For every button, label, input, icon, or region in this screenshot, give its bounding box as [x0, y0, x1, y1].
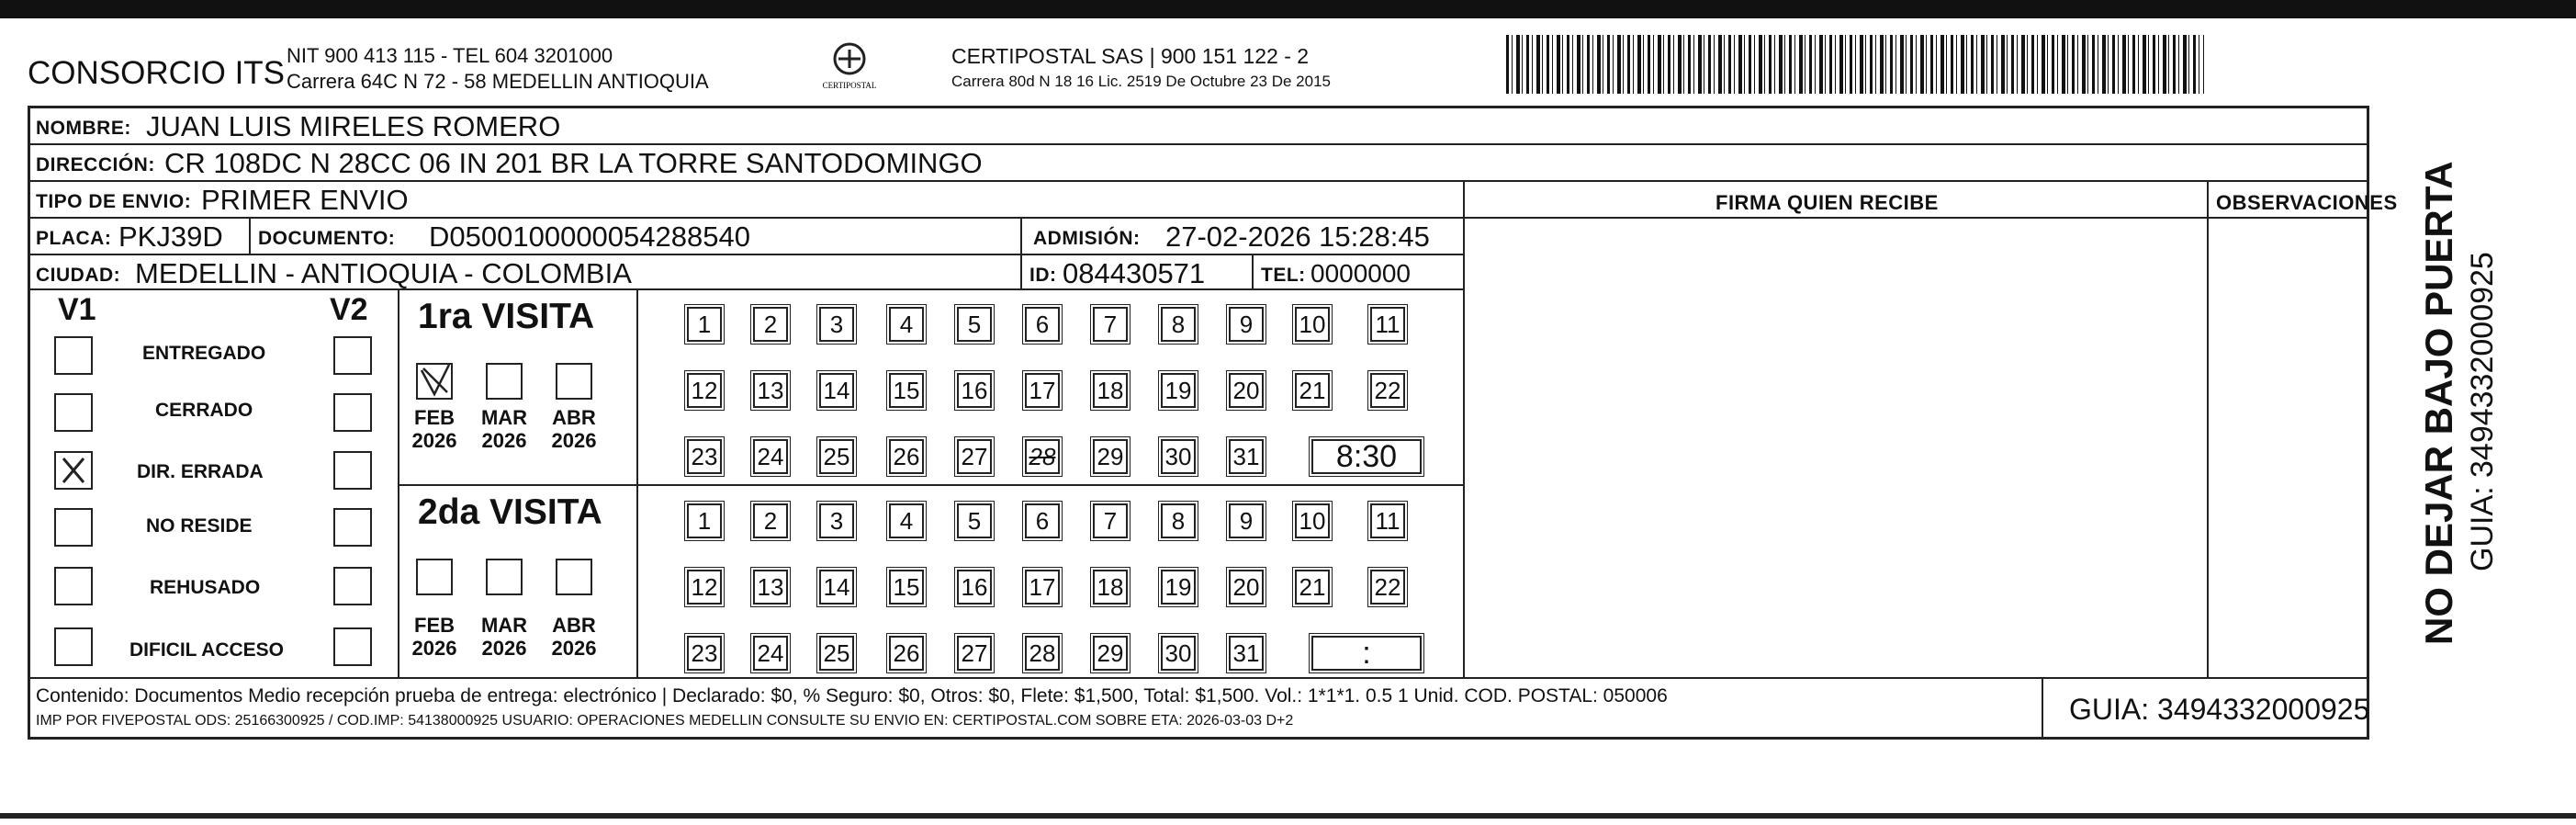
day-box[interactable]: 13 — [753, 570, 788, 605]
status-rehusado: REHUSADO — [150, 577, 261, 598]
contenido-line: Contenido: Documentos Medio recepción prueba de entrega: electrónico | Declarado: $0, % Seguro: $0, Otros: $0, Flete: $1,500, Total: $1,500. Vol.: 1*1*1. 0.5 1 Unid. COD. POSTAL: 050006 — [36, 685, 1668, 706]
month-label: FEB — [414, 614, 455, 637]
v1-dificil-acceso-checkbox[interactable] — [54, 627, 93, 666]
day-box[interactable]: 9 — [1229, 503, 1264, 538]
status-no-reside: NO RESIDE — [146, 515, 253, 537]
day-box[interactable]: 29 — [1093, 439, 1128, 474]
year-label: 2026 — [481, 637, 527, 660]
placa-label: PLACA: — [36, 228, 112, 249]
v2-header: V2 — [330, 292, 368, 327]
day-box[interactable]: 15 — [889, 570, 924, 605]
first-month-feb — [407, 406, 462, 452]
guia-side: GUIA: 3494332000925 — [2465, 252, 2500, 571]
day-box[interactable]: 27 — [957, 439, 992, 474]
day-box[interactable]: 7 — [1093, 503, 1128, 538]
v2-cerrado-checkbox[interactable] — [333, 393, 372, 432]
day-box[interactable]: 3 — [819, 307, 854, 342]
year-label: 2026 — [551, 429, 597, 452]
day-box[interactable]: 21 — [1295, 373, 1330, 408]
certipostal-logo — [808, 40, 891, 97]
tipo-envio-value: PRIMER ENVIO — [201, 184, 409, 216]
company-name: CONSORCIO ITS — [28, 55, 286, 91]
day-box[interactable]: 21 — [1295, 570, 1330, 605]
day-box[interactable]: 29 — [1093, 636, 1128, 671]
tipo-envio-label: TIPO DE ENVIO: — [36, 191, 192, 212]
second-visit-feb-checkbox[interactable] — [416, 559, 453, 595]
rule — [30, 217, 1463, 219]
first-visit-mar-checkbox[interactable] — [486, 363, 523, 400]
year-label: 2026 — [481, 429, 527, 452]
day-box[interactable]: 16 — [957, 570, 992, 605]
day-box[interactable]: 16 — [957, 373, 992, 408]
delivery-slip — [28, 106, 2398, 740]
day-box[interactable]: 24 — [753, 439, 788, 474]
nombre-value: JUAN LUIS MIRELES ROMERO — [146, 110, 561, 142]
day-box[interactable]: 2 — [753, 307, 788, 342]
status-entregado: ENTREGADO — [142, 343, 266, 364]
day-box[interactable]: 5 — [957, 503, 992, 538]
rule — [2042, 677, 2043, 740]
month-label: ABR — [552, 406, 596, 429]
bottom-edge-bar — [0, 813, 2576, 819]
day-box[interactable] — [1025, 439, 1060, 474]
day-box[interactable]: 8 — [1161, 307, 1196, 342]
month-label: MAR — [480, 406, 528, 429]
day-box[interactable]: 20 — [1229, 570, 1264, 605]
rule — [1463, 180, 1465, 677]
courier-name: CERTIPOSTAL SAS | 900 151 122 - 2 — [951, 44, 1310, 68]
day-box[interactable]: 28 — [1025, 636, 1060, 671]
documento-value: D0500100000054288540 — [429, 220, 750, 253]
v1-header: V1 — [58, 292, 96, 327]
v2-entregado-checkbox[interactable] — [333, 336, 372, 375]
first-visit-feb-checkbox[interactable] — [416, 363, 453, 400]
no-dejar-bajo-puerta: NO DEJAR BAJO PUERTA — [2417, 161, 2460, 645]
v1-rehusado-checkbox[interactable] — [54, 567, 93, 605]
first-visit-abr-checkbox[interactable] — [556, 363, 592, 400]
marked-day: 28 — [1029, 443, 1056, 470]
day-box[interactable]: 10 — [1295, 503, 1330, 538]
v2-no-reside-checkbox[interactable] — [333, 508, 372, 547]
rule — [1020, 217, 1022, 288]
v2-dificil-acceso-checkbox[interactable] — [333, 627, 372, 666]
day-box[interactable]: 8 — [1161, 503, 1196, 538]
day-box[interactable]: 1 — [687, 307, 722, 342]
rule — [30, 180, 2367, 182]
day-box[interactable]: 14 — [819, 373, 854, 408]
v1-entregado-checkbox[interactable] — [54, 336, 93, 375]
day-box[interactable]: 4 — [889, 503, 924, 538]
second-visit-title: 2da VISITA — [418, 492, 602, 532]
second-visit-abr-checkbox[interactable] — [556, 559, 592, 595]
day-box[interactable]: 6 — [1025, 307, 1060, 342]
day-box[interactable]: 6 — [1025, 503, 1060, 538]
v2-dir-errada-checkbox[interactable] — [333, 451, 372, 490]
guia-footer: GUIA: 3494332000925 — [2069, 693, 2370, 726]
direccion-label: DIRECCIÓN: — [36, 154, 155, 175]
time-box[interactable]: : — [1311, 636, 1422, 671]
day-box[interactable]: 30 — [1161, 439, 1196, 474]
day-box[interactable]: 23 — [687, 636, 722, 671]
status-dificil-acceso: DIFICIL ACCESO — [129, 639, 285, 661]
rule — [249, 217, 251, 254]
day-box[interactable]: 24 — [753, 636, 788, 671]
rule — [398, 484, 1463, 486]
day-box[interactable]: 18 — [1093, 570, 1128, 605]
first-month-mar — [477, 406, 532, 452]
day-box[interactable]: 23 — [687, 439, 722, 474]
day-box[interactable]: 11 — [1370, 503, 1405, 538]
day-box[interactable]: 10 — [1295, 307, 1330, 342]
second-month-abr — [546, 614, 602, 660]
second-visit-mar-checkbox[interactable] — [486, 559, 523, 595]
rule — [398, 288, 399, 677]
svg-text:CERTIPOSTAL: CERTIPOSTAL — [822, 81, 877, 90]
day-box[interactable]: 20 — [1229, 373, 1264, 408]
year-label: 2026 — [411, 429, 457, 452]
day-box[interactable]: 25 — [819, 439, 854, 474]
day-box[interactable]: 15 — [889, 373, 924, 408]
day-box[interactable]: 14 — [819, 570, 854, 605]
imp-line: IMP POR FIVEPOSTAL ODS: 25166300925 / COD.IMP: 54138000925 USUARIO: OPERACIONES MEDELLIN CONSULTE SU ENVIO EN: CERTIPOSTAL.COM SOBRE ETA: 2026-03-03 D+2 — [36, 713, 1294, 729]
day-box[interactable]: 30 — [1161, 636, 1196, 671]
day-box[interactable]: 27 — [957, 636, 992, 671]
v1-no-reside-checkbox[interactable] — [54, 508, 93, 547]
rule — [1252, 254, 1254, 288]
rule — [30, 254, 1463, 255]
barcode — [1506, 35, 2204, 94]
admision-label: ADMISIÓN: — [1033, 228, 1141, 249]
nombre-label: NOMBRE: — [36, 118, 131, 139]
year-label: 2026 — [551, 637, 597, 660]
top-edge-bar — [0, 0, 2576, 18]
first-visit-title: 1ra VISITA — [418, 297, 595, 336]
direccion-value: CR 108DC N 28CC 06 IN 201 BR LA TORRE SANTODOMINGO — [164, 147, 983, 179]
day-box[interactable]: 31 — [1229, 439, 1264, 474]
day-box[interactable]: 31 — [1229, 636, 1264, 671]
day-box[interactable]: 4 — [889, 307, 924, 342]
year-label: 2026 — [411, 637, 457, 660]
company-address: Carrera 64C N 72 - 58 MEDELLIN ANTIOQUIA — [287, 70, 709, 93]
day-box[interactable]: 26 — [889, 636, 924, 671]
day-box[interactable]: 2 — [753, 503, 788, 538]
day-box[interactable]: 18 — [1093, 373, 1128, 408]
day-box[interactable]: 1 — [687, 503, 722, 538]
rule — [2207, 180, 2209, 677]
placa-value: PKJ39D — [118, 220, 223, 253]
day-box[interactable]: 17 — [1025, 570, 1060, 605]
month-label: MAR — [480, 614, 528, 637]
rule — [1463, 217, 2367, 219]
day-box[interactable]: 5 — [957, 307, 992, 342]
second-month-mar — [477, 614, 532, 660]
documento-label: DOCUMENTO: — [258, 228, 396, 249]
day-box[interactable]: 26 — [889, 439, 924, 474]
ciudad-label: CIUDAD: — [36, 265, 121, 286]
id-label: ID: — [1029, 265, 1057, 286]
observaciones-header: OBSERVACIONES — [2216, 191, 2398, 214]
day-box[interactable]: 12 — [687, 570, 722, 605]
company-nit: NIT 900 413 115 - TEL 604 3201000 — [287, 44, 613, 67]
day-box[interactable]: 3 — [819, 503, 854, 538]
day-box[interactable]: 11 — [1370, 307, 1405, 342]
time-box[interactable]: 8:30 — [1311, 439, 1422, 474]
ciudad-value: MEDELLIN - ANTIOQUIA - COLOMBIA — [135, 257, 632, 289]
tel-label: TEL: — [1261, 265, 1306, 286]
first-month-abr — [546, 406, 602, 452]
day-box[interactable]: 22 — [1370, 570, 1405, 605]
courier-address: Carrera 80d N 18 16 Lic. 2519 De Octubre 23 De 2015 — [951, 73, 1331, 90]
day-box[interactable]: 19 — [1161, 373, 1196, 408]
day-box[interactable]: 12 — [687, 373, 722, 408]
day-box[interactable]: 13 — [753, 373, 788, 408]
rule — [636, 288, 638, 677]
id-value: 084430571 — [1063, 257, 1206, 289]
v1-dir-errada-checkbox[interactable] — [54, 451, 93, 490]
day-box[interactable]: 19 — [1161, 570, 1196, 605]
firma-header: FIRMA QUIEN RECIBE — [1715, 191, 1939, 214]
month-label: FEB — [414, 406, 455, 429]
status-dir-errada: DIR. ERRADA — [137, 461, 264, 482]
day-box[interactable]: 25 — [819, 636, 854, 671]
day-box[interactable]: 9 — [1229, 307, 1264, 342]
day-box[interactable]: 7 — [1093, 307, 1128, 342]
tel-value: 0000000 — [1310, 259, 1412, 288]
second-month-feb — [407, 614, 462, 660]
rule — [30, 143, 2367, 145]
admision-value: 27-02-2026 15:28:45 — [1165, 220, 1430, 253]
v2-rehusado-checkbox[interactable] — [333, 567, 372, 605]
day-box[interactable]: 17 — [1025, 373, 1060, 408]
month-label: ABR — [552, 614, 596, 637]
rule — [30, 677, 2367, 679]
status-cerrado: CERRADO — [155, 400, 253, 421]
day-box[interactable]: 22 — [1370, 373, 1405, 408]
v1-cerrado-checkbox[interactable] — [54, 393, 93, 432]
